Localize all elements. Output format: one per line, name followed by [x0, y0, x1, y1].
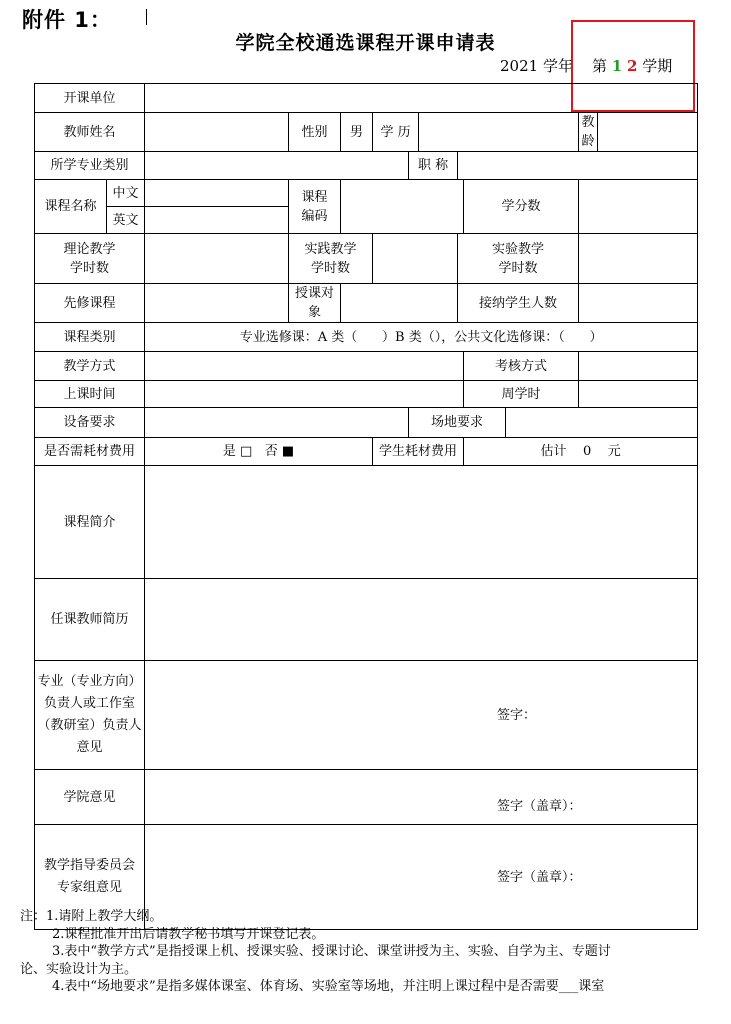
credit-value[interactable]: [579, 180, 698, 234]
practice-line2: 学时数: [311, 260, 351, 276]
gender-label: 性别: [289, 113, 341, 152]
prereq-label: 先修课程: [35, 284, 145, 323]
committee-sign[interactable]: 签字（盖章）：: [145, 825, 698, 930]
notes: [20, 908, 710, 996]
attachment-label: 附件 1：: [22, 8, 112, 32]
theory-hours-label: [35, 234, 145, 284]
education-value[interactable]: [419, 113, 579, 152]
teacher-label: 教师姓名: [35, 113, 145, 152]
theory-hours-value[interactable]: [145, 234, 289, 284]
major-value[interactable]: [145, 152, 409, 180]
lab-line2: 学时数: [498, 260, 538, 276]
course-code-value[interactable]: [341, 180, 464, 234]
lab-hours-value[interactable]: [579, 234, 698, 284]
term-suffix: 学期: [642, 57, 673, 75]
opinion1-label: [35, 661, 145, 770]
title-value[interactable]: [458, 152, 698, 180]
equipment-label: 设备要求: [35, 408, 145, 438]
assess-value[interactable]: [579, 352, 698, 381]
chinese-label: 中文: [107, 180, 145, 207]
assess-label: 考核方式: [464, 352, 579, 381]
student-fee-label: 学生耗材费用: [373, 438, 464, 466]
note-3-cont: 论、实验设计为主。: [20, 961, 138, 977]
opinion1-line1: 专业（专业方向）: [37, 674, 142, 689]
category-label: 课程类别: [35, 323, 145, 352]
equipment-value[interactable]: [145, 408, 409, 438]
opinion1-line4: 意见: [76, 740, 103, 755]
course-code-label: [289, 180, 341, 234]
opinion1-line3: （教研室）负责人: [37, 718, 142, 733]
practice-hours-value[interactable]: [373, 234, 458, 284]
material-choice[interactable]: 是 □ 否 ■: [145, 438, 373, 466]
lab-hours-label: [458, 234, 579, 284]
capacity-value[interactable]: [579, 284, 698, 323]
college-label: 学院意见: [35, 770, 145, 825]
academic-year: 2021 学年: [500, 57, 573, 75]
target-value[interactable]: [341, 284, 458, 323]
term-number-2: 2: [627, 57, 638, 75]
course-code-line2: 编码: [301, 208, 328, 224]
opinion1-line2: 负责人或工作室: [44, 696, 136, 711]
weekhours-label: 周学时: [464, 381, 579, 408]
age-label: 教龄: [579, 113, 598, 152]
age-value[interactable]: [598, 113, 698, 152]
gender-value[interactable]: 男: [341, 113, 373, 152]
time-value[interactable]: [145, 381, 464, 408]
method-label: 教学方式: [35, 352, 145, 381]
term-prefix: 第: [592, 57, 608, 75]
note-3: 3.表中“教学方式”是指授课上机、授课实验、授课讨论、课堂讲授为主、实验、自学为主、专题讨: [52, 944, 611, 959]
english-label: 英文: [107, 207, 145, 234]
note-1: 注：1.请附上教学大纲。: [20, 909, 163, 924]
course-name-label: 课程名称: [35, 180, 107, 234]
venue-label: 场地要求: [409, 408, 506, 438]
unit-label: 开课单位: [35, 84, 145, 113]
application-form: [34, 83, 698, 930]
term-number-1: 1: [611, 57, 623, 75]
credit-label: 学分数: [464, 180, 579, 234]
college-sign[interactable]: 签字（盖章）：: [145, 770, 698, 825]
theory-line2: 学时数: [70, 260, 110, 276]
target-label: 授课对象: [289, 284, 341, 323]
intro-value[interactable]: [145, 466, 698, 579]
venue-value[interactable]: [506, 408, 698, 438]
text-cursor: [146, 9, 147, 25]
practice-hours-label: [289, 234, 373, 284]
material-label: 是否需耗材费用: [35, 438, 145, 466]
category-value[interactable]: 专业选修课：A 类（ ）B 类（），公共文化选修课：（ ）: [145, 323, 698, 352]
note-2: 2.课程批准开出后请教学秘书填写开课登记表。: [52, 926, 325, 942]
method-value[interactable]: [145, 352, 464, 381]
page-title: 学院全校通选课程开课申请表: [235, 32, 496, 54]
practice-line1: 实践教学: [304, 241, 357, 257]
major-label: 所学专业类别: [35, 152, 145, 180]
education-label: 学 历: [373, 113, 419, 152]
intro-label: 课程简介: [35, 466, 145, 579]
title-label: 职 称: [409, 152, 458, 180]
time-label: 上课时间: [35, 381, 145, 408]
lab-line1: 实验教学: [492, 241, 545, 257]
resume-value[interactable]: [145, 579, 698, 661]
theory-line1: 理论教学: [63, 241, 116, 257]
prereq-value[interactable]: [145, 284, 289, 323]
committee-line2: 专家组意见: [57, 880, 123, 895]
capacity-label: 接纳学生人数: [458, 284, 579, 323]
course-name-cn[interactable]: [145, 180, 289, 207]
opinion1-sign[interactable]: 签字：: [145, 661, 698, 770]
estimate-value[interactable]: 估计 0 元: [464, 438, 698, 466]
resume-label: 任课教师简历: [35, 579, 145, 661]
teacher-value[interactable]: [145, 113, 289, 152]
course-name-en[interactable]: [145, 207, 289, 234]
unit-value[interactable]: [145, 84, 698, 113]
note-4: 4.表中“场地要求”是指多媒体课室、体育场、实验室等场地，并注明上课过程中是否需要___课室: [52, 979, 605, 994]
weekhours-value[interactable]: [579, 381, 698, 408]
committee-line1: 教学指导委员会: [44, 858, 136, 873]
course-code-line1: 课程: [301, 189, 328, 205]
